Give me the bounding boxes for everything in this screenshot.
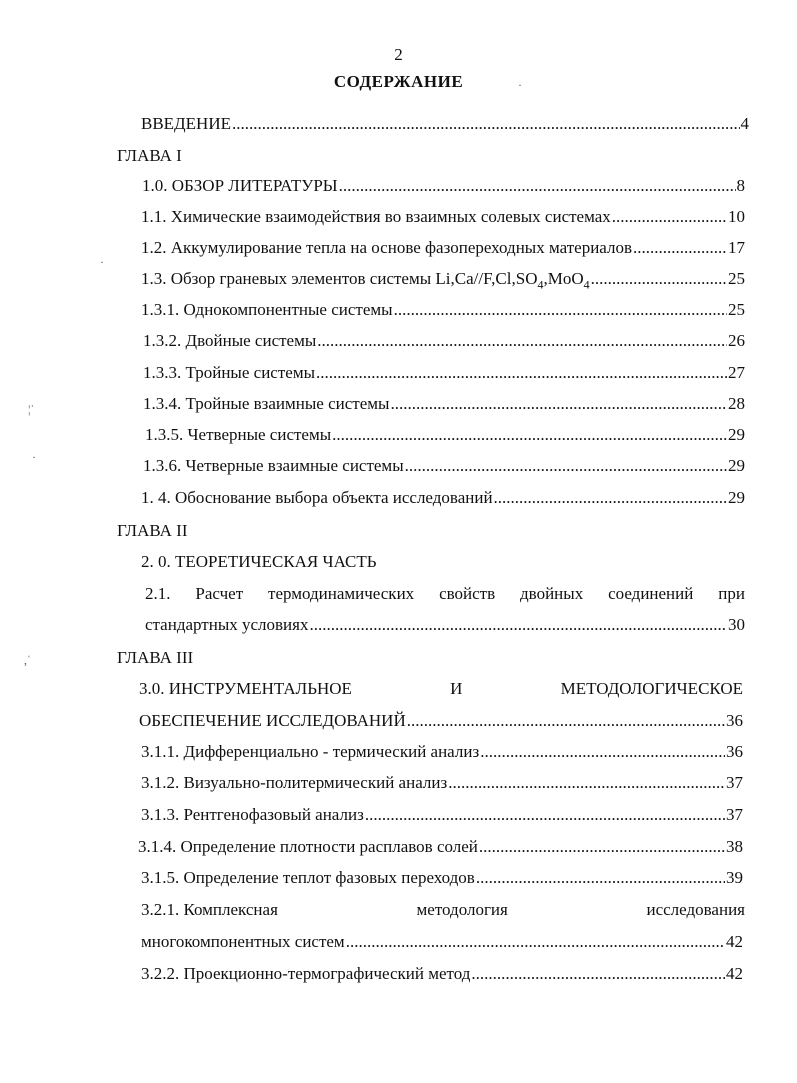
- toc-entry-page: 30: [728, 615, 745, 634]
- leader-dots: [339, 175, 736, 197]
- word: двойных: [520, 584, 584, 603]
- toc-entry-page: 29: [728, 456, 745, 475]
- toc-entry-page: 42: [726, 932, 743, 951]
- page-title: СОДЕРЖАНИЕ: [333, 72, 464, 91]
- toc-entry-1-3-1[interactable]: [141, 299, 745, 321]
- leader-dots: [316, 362, 727, 384]
- toc-entry-text: 3.1.3. Рентгенофазовый анализ: [141, 805, 364, 824]
- leader-dots: [346, 931, 725, 953]
- toc-entry-text: многокомпонентных систем: [141, 932, 345, 951]
- leader-dots: [448, 772, 725, 794]
- toc-entry-text: ОБЕСПЕЧЕНИЕ ИССЛЕДОВАНИЙ: [139, 711, 406, 730]
- toc-entry-page: 28: [728, 394, 745, 413]
- word: И: [450, 679, 463, 698]
- toc-entry-1-3-4[interactable]: [143, 393, 745, 415]
- toc-entry-page: 17: [728, 238, 745, 257]
- toc-entry-text: 1.0. ОБЗОР ЛИТЕРАТУРЫ: [142, 176, 338, 195]
- toc-entry-3-2-2[interactable]: [141, 963, 743, 985]
- toc-entry-text: 1. 4. Обоснование выбора объекта исследований: [141, 488, 493, 507]
- leader-dots: [390, 393, 727, 415]
- page-number: 2: [394, 45, 403, 64]
- leader-dots: [232, 113, 740, 135]
- leader-dots: [365, 804, 725, 826]
- toc-entry-text: 1.3.4. Тройные взаимные системы: [143, 394, 390, 413]
- toc-entry-text: стандартных условиях: [145, 615, 309, 634]
- toc-entry-text: ВВЕДЕНИЕ: [141, 114, 231, 133]
- toc-entry-page: 38: [726, 837, 743, 856]
- toc-entry-3-1-2[interactable]: [141, 772, 743, 794]
- toc-entry-1-0[interactable]: [142, 175, 745, 197]
- leader-dots: [591, 268, 727, 290]
- scan-speck: ,ˈ: [24, 653, 31, 667]
- toc-entry-page: 29: [728, 488, 745, 507]
- leader-dots: [394, 299, 727, 321]
- subscript: 4: [537, 277, 544, 292]
- toc-entry-page: 36: [726, 711, 743, 730]
- word: свойств: [439, 584, 496, 603]
- toc-entry-3-0-line2[interactable]: [139, 710, 743, 732]
- scan-speck: ·: [518, 78, 522, 92]
- toc-entry-3-1-1[interactable]: [141, 741, 743, 763]
- word: методология: [416, 900, 508, 919]
- leader-dots: [479, 836, 725, 858]
- toc-entry-3-2-1-line1[interactable]: [141, 899, 745, 921]
- toc-entry-3-1-4[interactable]: [138, 836, 743, 858]
- toc-entry-text: 3.1.1. Дифференциально - термический анализ: [141, 742, 480, 761]
- subscript: 4: [583, 277, 590, 292]
- toc-entry-2-1-line2[interactable]: [145, 614, 745, 636]
- toc-entry-text: 1.3.2. Двойные системы: [143, 331, 317, 350]
- toc-entry-page: 25: [728, 269, 745, 288]
- toc-entry-text: 1.3.6. Четверные взаимные системы: [143, 456, 404, 475]
- toc-entry-page: 37: [726, 805, 743, 824]
- toc-entry-text: 3.2.2. Проекционно-термографический метод: [141, 964, 471, 983]
- toc-entry-1-1[interactable]: [141, 206, 745, 228]
- toc-entry-page: 27: [728, 363, 745, 382]
- toc-entry-3-1-5[interactable]: [141, 867, 743, 889]
- toc-entry-text: 3.1.2. Визуально-политермический анализ: [141, 773, 448, 792]
- word: 2.1.: [145, 584, 171, 603]
- toc-entry-page: 25: [728, 300, 745, 319]
- toc-entry-1-3-2[interactable]: [143, 330, 745, 352]
- toc-entry-text: 1.1. Химические взаимодействия во взаимных солевых системах: [141, 207, 611, 226]
- toc-entry-3-1-3[interactable]: [141, 804, 743, 826]
- chapter-2-heading: ГЛАВА II: [117, 521, 188, 540]
- toc-entry-page: 36: [726, 742, 743, 761]
- formula-part: 1.3. Обзор граневых элементов системы Li,Ca//F,Cl,SO: [141, 269, 538, 288]
- toc-entry-text: 3.1.4. Определение плотности расплавов солей: [138, 837, 478, 856]
- toc-entry-page: 42: [726, 964, 743, 983]
- toc-entry-1-3-6[interactable]: [143, 455, 745, 477]
- toc-entry-text: 1.3.1. Однокомпонентные системы: [141, 300, 393, 319]
- chapter-3-heading: ГЛАВА III: [117, 648, 194, 667]
- toc-entry-page: 37: [726, 773, 743, 792]
- toc-entry-page: 4: [740, 114, 749, 133]
- word: 3.2.1. Комплексная: [141, 900, 278, 919]
- word: Расчет: [195, 584, 244, 603]
- leader-dots: [476, 867, 725, 889]
- word: при: [718, 584, 745, 603]
- toc-entry-text: 1.3.3. Тройные системы: [143, 363, 315, 382]
- toc-entry-page: 39: [726, 868, 743, 887]
- toc-entry-1-3[interactable]: [141, 268, 745, 290]
- toc-entry-2-0[interactable]: 2. 0. ТЕОРЕТИЧЕСКАЯ ЧАСТЬ: [141, 552, 377, 571]
- leader-dots: [317, 330, 727, 352]
- toc-entry-page: 29: [728, 425, 745, 444]
- leader-dots: [332, 424, 727, 446]
- leader-dots: [309, 614, 727, 636]
- word: термодинамических: [268, 584, 415, 603]
- word: исследования: [646, 900, 745, 919]
- toc-entry-text: 3.1.5. Определение теплот фазовых переходов: [141, 868, 475, 887]
- leader-dots: [480, 741, 725, 763]
- leader-dots: [612, 206, 727, 228]
- toc-entry-page: 26: [728, 331, 745, 350]
- word: МЕТОДОЛОГИЧЕСКОЕ: [560, 679, 743, 698]
- word: соединений: [608, 584, 694, 603]
- toc-entry-page: 10: [728, 207, 745, 226]
- toc-entry-1-4[interactable]: [141, 487, 745, 509]
- leader-dots: [633, 237, 727, 259]
- toc-entry-1-3-3[interactable]: [143, 362, 745, 384]
- toc-entry-3-2-1-line2[interactable]: [141, 931, 743, 953]
- toc-entry-text: 1.2. Аккумулирование тепла на основе фазопереходных материалов: [141, 238, 632, 257]
- scan-speck: ·: [100, 255, 104, 269]
- leader-dots: [471, 963, 725, 985]
- leader-dots: [494, 487, 727, 509]
- toc-entry-2-1-line1[interactable]: [145, 583, 745, 605]
- chapter-1-heading: ГЛАВА I: [117, 146, 182, 165]
- scan-speck: ¦˙: [28, 402, 35, 416]
- toc-entry-1-2[interactable]: [141, 237, 745, 259]
- scan-speck: ·: [32, 450, 36, 464]
- leader-dots: [407, 710, 725, 732]
- leader-dots: [405, 455, 727, 477]
- toc-entry-3-0-line1[interactable]: [139, 678, 743, 700]
- word: 3.0. ИНСТРУМЕНТАЛЬНОЕ: [139, 679, 352, 698]
- formula-part: ,MoO: [543, 269, 584, 288]
- toc-entry-text: 1.3.5. Четверные системы: [145, 425, 332, 444]
- toc-entry-page: 8: [736, 176, 745, 195]
- toc-entry-text: [141, 268, 590, 295]
- toc-entry-1-3-5[interactable]: [145, 424, 745, 446]
- toc-entry-intro[interactable]: [141, 113, 749, 135]
